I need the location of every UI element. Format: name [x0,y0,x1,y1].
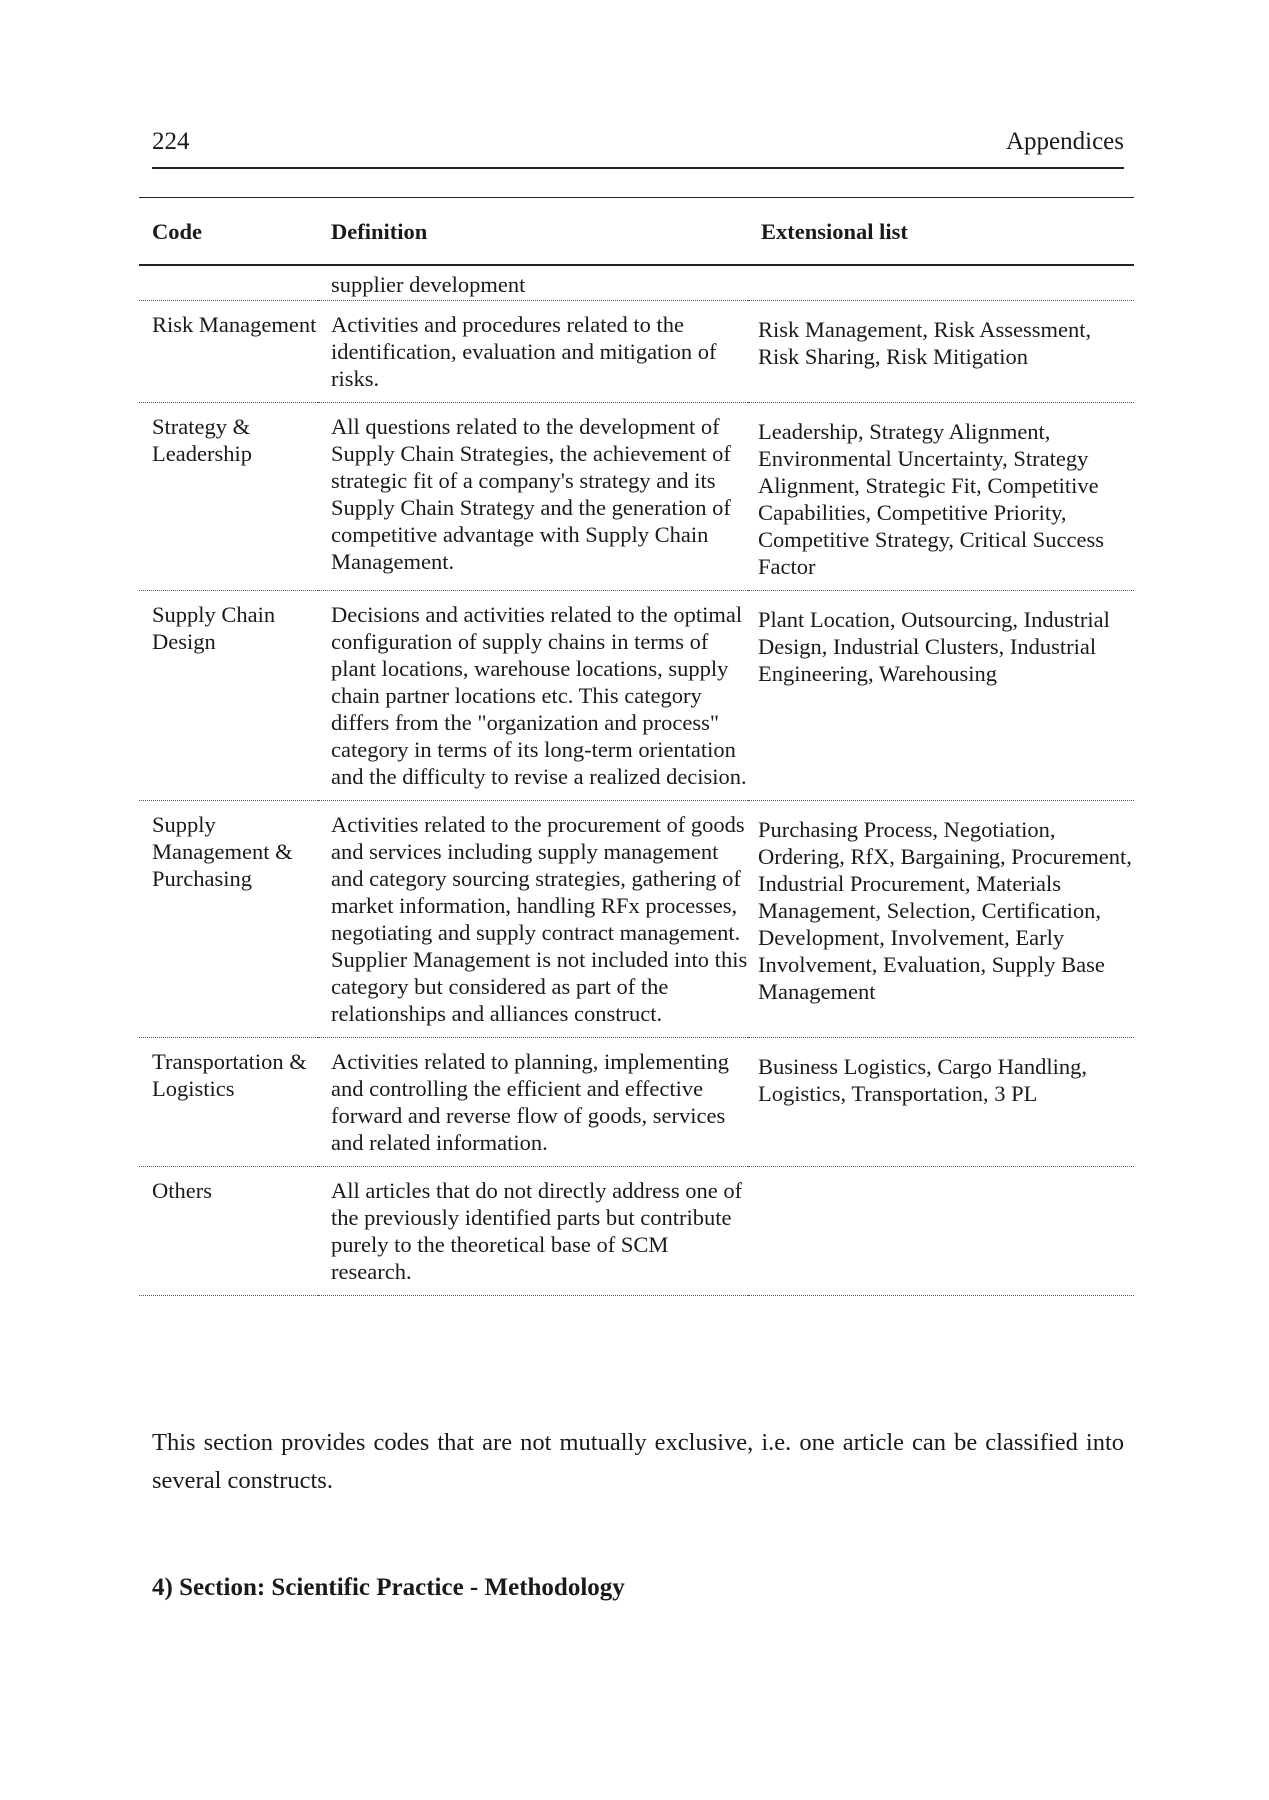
table-row [139,403,1134,591]
header-rule [152,167,1124,169]
definition-cell: Activities related to planning, implementing and controlling the efficient and effective forward and reverse flow of goods, services and related information. [318,1038,748,1167]
extensional-list-cell: Leadership, Strategy Alignment, Environmental Uncertainty, Strategy Alignment, Strategic Fit, Competitive Capabilities, Competitive Priority, Competitive Strategy, Critical Success Factor [748,403,1134,591]
code-cell: Supply Chain Design [139,591,318,801]
definition-cell: Activities related to the procurement of goods and services including supply management and category sourcing strategies, gathering of market information, handling RFx processes, negotiating and supply contract management. Supplier Management is not included into this category but considered as part of the relationships and alliances construct. [318,801,748,1038]
extensional-list-cell: Purchasing Process, Negotiation, Ordering, RfX, Bargaining, Procurement, Industrial Procurement, Materials Management, Selection, Certification, Development, Involvement, Early Involvement, Evaluation, Supply Base Management [748,801,1134,1038]
code-cell: Supply Management & Purchasing [139,801,318,1038]
table-row [139,591,1134,801]
column-header-code: Code [139,198,318,266]
code-cell: Risk Management [139,301,318,403]
extensional-list-cell: Plant Location, Outsourcing, Industrial Design, Industrial Clusters, Industrial Engineering, Warehousing [748,591,1134,801]
section-heading: 4) Section: Scientific Practice - Methodology [152,1574,625,1601]
table-row [139,265,1134,301]
code-cell: Others [139,1167,318,1296]
running-title: Appendices [1005,128,1124,155]
table-row [139,1167,1134,1296]
code-cell [139,265,318,301]
table-row [139,301,1134,403]
extensional-list-cell: Business Logistics, Cargo Handling, Logistics, Transportation, 3 PL [748,1038,1134,1167]
column-header-definition: Definition [318,198,748,266]
body-paragraph: This section provides codes that are not mutually exclusive, i.e. one article can be classified into several constructs. [152,1429,1124,1494]
extensional-list-cell [748,265,1134,301]
extensional-list-cell: Risk Management, Risk Assessment, Risk Sharing, Risk Mitigation [748,301,1134,403]
definition-cell: supplier development [318,265,748,301]
definition-cell: Activities and procedures related to the identification, evaluation and mitigation of risks. [318,301,748,403]
table-header-row [139,198,1134,266]
table-row [139,801,1134,1038]
code-definition-table [139,197,1134,1296]
running-head [152,128,1124,156]
definition-cell: All articles that do not directly address one of the previously identified parts but contribute purely to the theoretical base of SCM research. [318,1167,748,1296]
code-cell: Transportation & Logistics [139,1038,318,1167]
definition-cell: All questions related to the development of Supply Chain Strategies, the achievement of strategic fit of a company's strategy and its Supply Chain Strategy and the generation of competitive advantage with Supply Chain Management. [318,403,748,591]
definition-cell: Decisions and activities related to the optimal configuration of supply chains in terms of plant locations, warehouse locations, supply chain partner locations etc. This category differs from the "organization and process" category in terms of its long-term orientation and the difficulty to revise a realized decision. [318,591,748,801]
table-row [139,1038,1134,1167]
page-number: 224 [152,128,190,155]
code-cell: Strategy & Leadership [139,403,318,591]
extensional-list-cell [748,1167,1134,1296]
column-header-extensional-list: Extensional list [748,198,1134,266]
